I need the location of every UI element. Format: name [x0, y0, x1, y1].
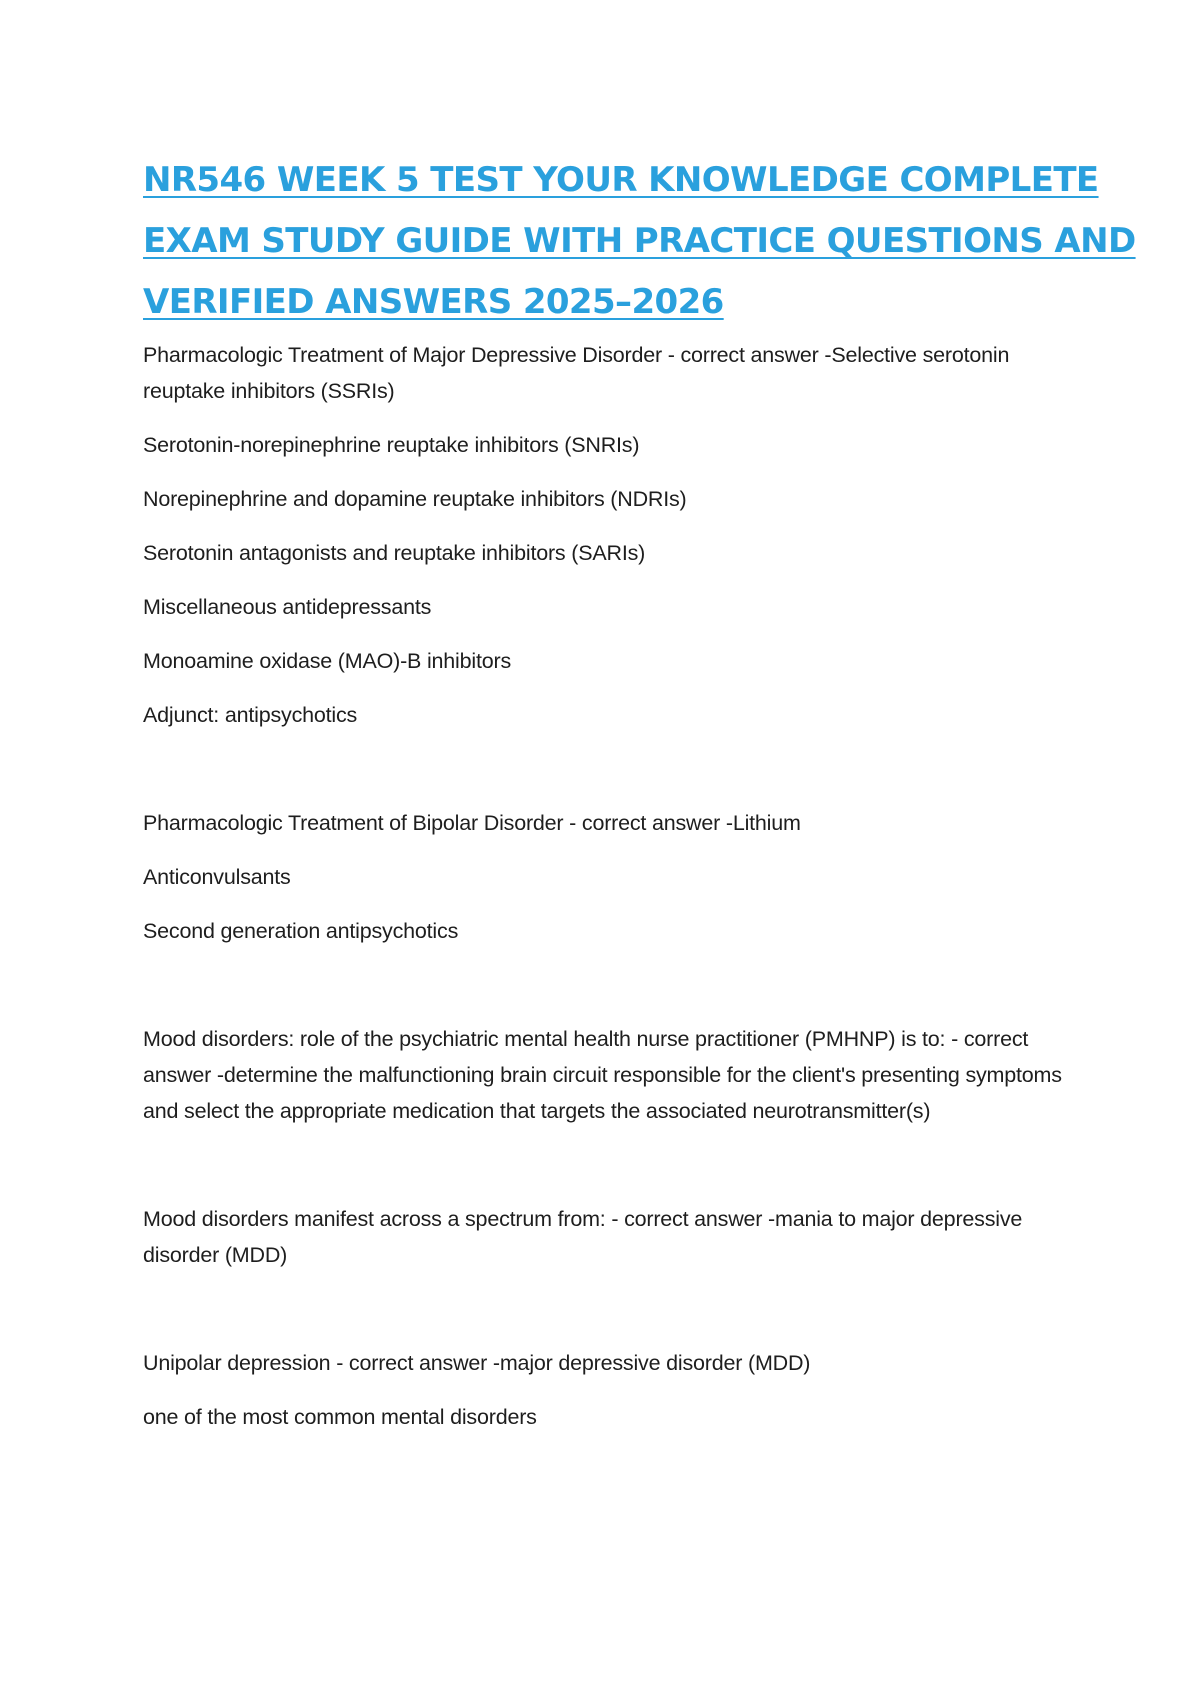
title-line: NR546 WEEK 5 TEST YOUR KNOWLEDGE COMPLETE — [143, 160, 1099, 200]
list-item-maob-inhibitors: Monoamine oxidase (MAO)-B inhibitors — [143, 649, 512, 673]
list-item-anticonvulsants: Anticonvulsants — [143, 865, 291, 889]
qa-major-depressive-treatment: Pharmacologic Treatment of Major Depressive Disorder - correct answer -Selective serotonin reuptake inhibitors (SSRIs) — [143, 343, 1010, 403]
qa-bipolar-treatment: Pharmacologic Treatment of Bipolar Disorder - correct answer -Lithium — [143, 811, 801, 835]
list-item-sga: Second generation antipsychotics — [143, 919, 459, 943]
list-item-misc-antidepressants: Miscellaneous antidepressants — [143, 595, 432, 619]
qa-unipolar-depression: Unipolar depression - correct answer -major depressive disorder (MDD) — [143, 1351, 811, 1375]
title-line: VERIFIED ANSWERS 2025–2026 — [143, 282, 724, 322]
list-item-ndris: Norepinephrine and dopamine reuptake inhibitors (NDRIs) — [143, 487, 687, 511]
title-line: EXAM STUDY GUIDE WITH PRACTICE QUESTIONS AND — [143, 221, 1136, 261]
qa-pmhnp-role: Mood disorders: role of the psychiatric mental health nurse practitioner (PMHNP) is to: - correct answer -determine the malfunctioning brain circuit responsible for the client's presenting symptoms and select the appropriate medication that targets the associated neurotransmitter(s) — [143, 1027, 1062, 1123]
document-content — [143, 150, 1136, 1435]
list-item-adjunct-antipsychotics: Adjunct: antipsychotics — [143, 703, 358, 727]
list-item-common-disorder: one of the most common mental disorders — [143, 1405, 537, 1429]
list-item-saris: Serotonin antagonists and reuptake inhibitors (SARIs) — [143, 541, 646, 565]
qa-mood-spectrum: Mood disorders manifest across a spectrum from: - correct answer -mania to major depressive disorder (MDD) — [143, 1207, 1023, 1267]
list-item-snris: Serotonin-norepinephrine reuptake inhibitors (SNRIs) — [143, 433, 640, 457]
document-title-link[interactable] — [143, 150, 1136, 333]
